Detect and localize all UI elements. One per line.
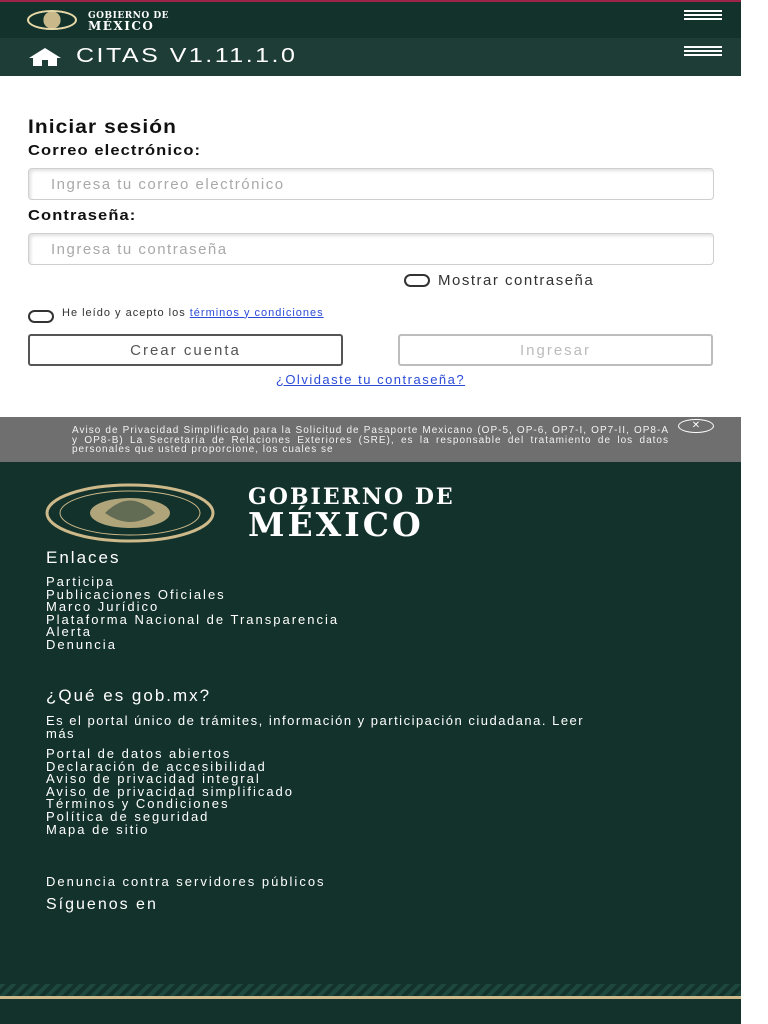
footer-link[interactable]: Alerta [46, 624, 92, 640]
footer-link[interactable]: Aviso de privacidad simplificado [46, 783, 295, 799]
what-is-heading: ¿Qué es gob.mx? [46, 686, 212, 705]
footer-link[interactable]: Participa [46, 574, 115, 589]
links-heading: Enlaces [46, 548, 121, 567]
login-title: Iniciar sesión [28, 117, 177, 138]
show-password-checkbox[interactable] [404, 274, 430, 287]
password-input[interactable] [28, 233, 714, 265]
footer-link[interactable]: Política de seguridad [46, 808, 210, 824]
gov-logo-line1: GOBIERNO DE [88, 11, 170, 21]
footer-link[interactable]: Marco Jurídico [46, 599, 160, 615]
login-button[interactable]: Ingresar [398, 334, 713, 366]
more-links-list [46, 748, 294, 836]
footer-link[interactable]: Denuncia [46, 636, 117, 652]
privacy-notice [0, 417, 741, 462]
gov-header-bar [0, 0, 741, 38]
right-gutter [741, 0, 768, 1024]
footer-link[interactable]: Términos y Condiciones [46, 796, 230, 812]
footer [0, 462, 741, 1024]
terms-text: He leído y acepto los [62, 306, 186, 319]
app-bar [0, 38, 741, 76]
close-icon[interactable]: ✕ [678, 419, 714, 433]
app-title: CITAS V1.11.1.0 [76, 45, 298, 67]
footer-link[interactable]: Declaración de accesibilidad [46, 758, 267, 774]
show-password-label: Mostrar contraseña [438, 272, 595, 289]
terms-link[interactable]: términos y condiciones [189, 306, 324, 319]
show-password-toggle[interactable] [404, 272, 594, 289]
forgot-password-link[interactable]: ¿Olvidaste tu contraseña? [275, 372, 466, 387]
terms-checkbox[interactable] [28, 310, 54, 323]
email-label: Correo electrónico: [28, 142, 202, 159]
follow-us-heading: Síguenos en [46, 896, 158, 913]
what-is-text: Es el portal único de trámites, información y participación ciudadana. Leer más [46, 713, 585, 741]
create-account-button[interactable]: Crear cuenta [28, 334, 343, 366]
footer-link[interactable]: Portal de datos abiertos [46, 746, 232, 761]
footer-link[interactable]: Mapa de sitio [46, 821, 150, 837]
gov-menu-icon[interactable] [684, 10, 722, 22]
footer-link[interactable]: Aviso de privacidad integral [46, 771, 261, 787]
footer-brand-line2: MÉXICO [248, 505, 424, 544]
app-menu-icon[interactable] [684, 46, 722, 58]
terms-row [28, 302, 324, 323]
footer-link[interactable]: Plataforma Nacional de Transparencia [46, 611, 340, 627]
email-input[interactable] [28, 168, 714, 200]
footer-link[interactable]: Publicaciones Oficiales [46, 586, 226, 602]
footer-gold-line [0, 996, 741, 999]
gov-logo-line2: MÉXICO [88, 19, 155, 33]
footer-brand-line1: GOBIERNO DE [248, 484, 455, 510]
footer-brand [248, 486, 455, 542]
gov-seal-icon [45, 483, 215, 543]
gov-seal-icon[interactable] [27, 10, 77, 30]
privacy-text: Aviso de Privacidad Simplificado para la Solicitud de Pasaporte Mexicano (OP-5, OP-6, OP7-I, OP7-II, OP8-A y OP8-B) La Secretaría de Relaciones Exteriores (SRE), es la responsable del tratamiento de los datos personales que usted proporcione, los cuales se [72, 425, 669, 455]
footer-pattern [0, 984, 741, 996]
password-label: Contraseña: [28, 207, 137, 224]
links-list [46, 576, 339, 652]
forgot-password [0, 372, 741, 387]
home-icon[interactable] [28, 47, 62, 67]
gov-logo-text[interactable] [88, 12, 169, 31]
complaint-link[interactable]: Denuncia contra servidores públicos [46, 874, 326, 889]
